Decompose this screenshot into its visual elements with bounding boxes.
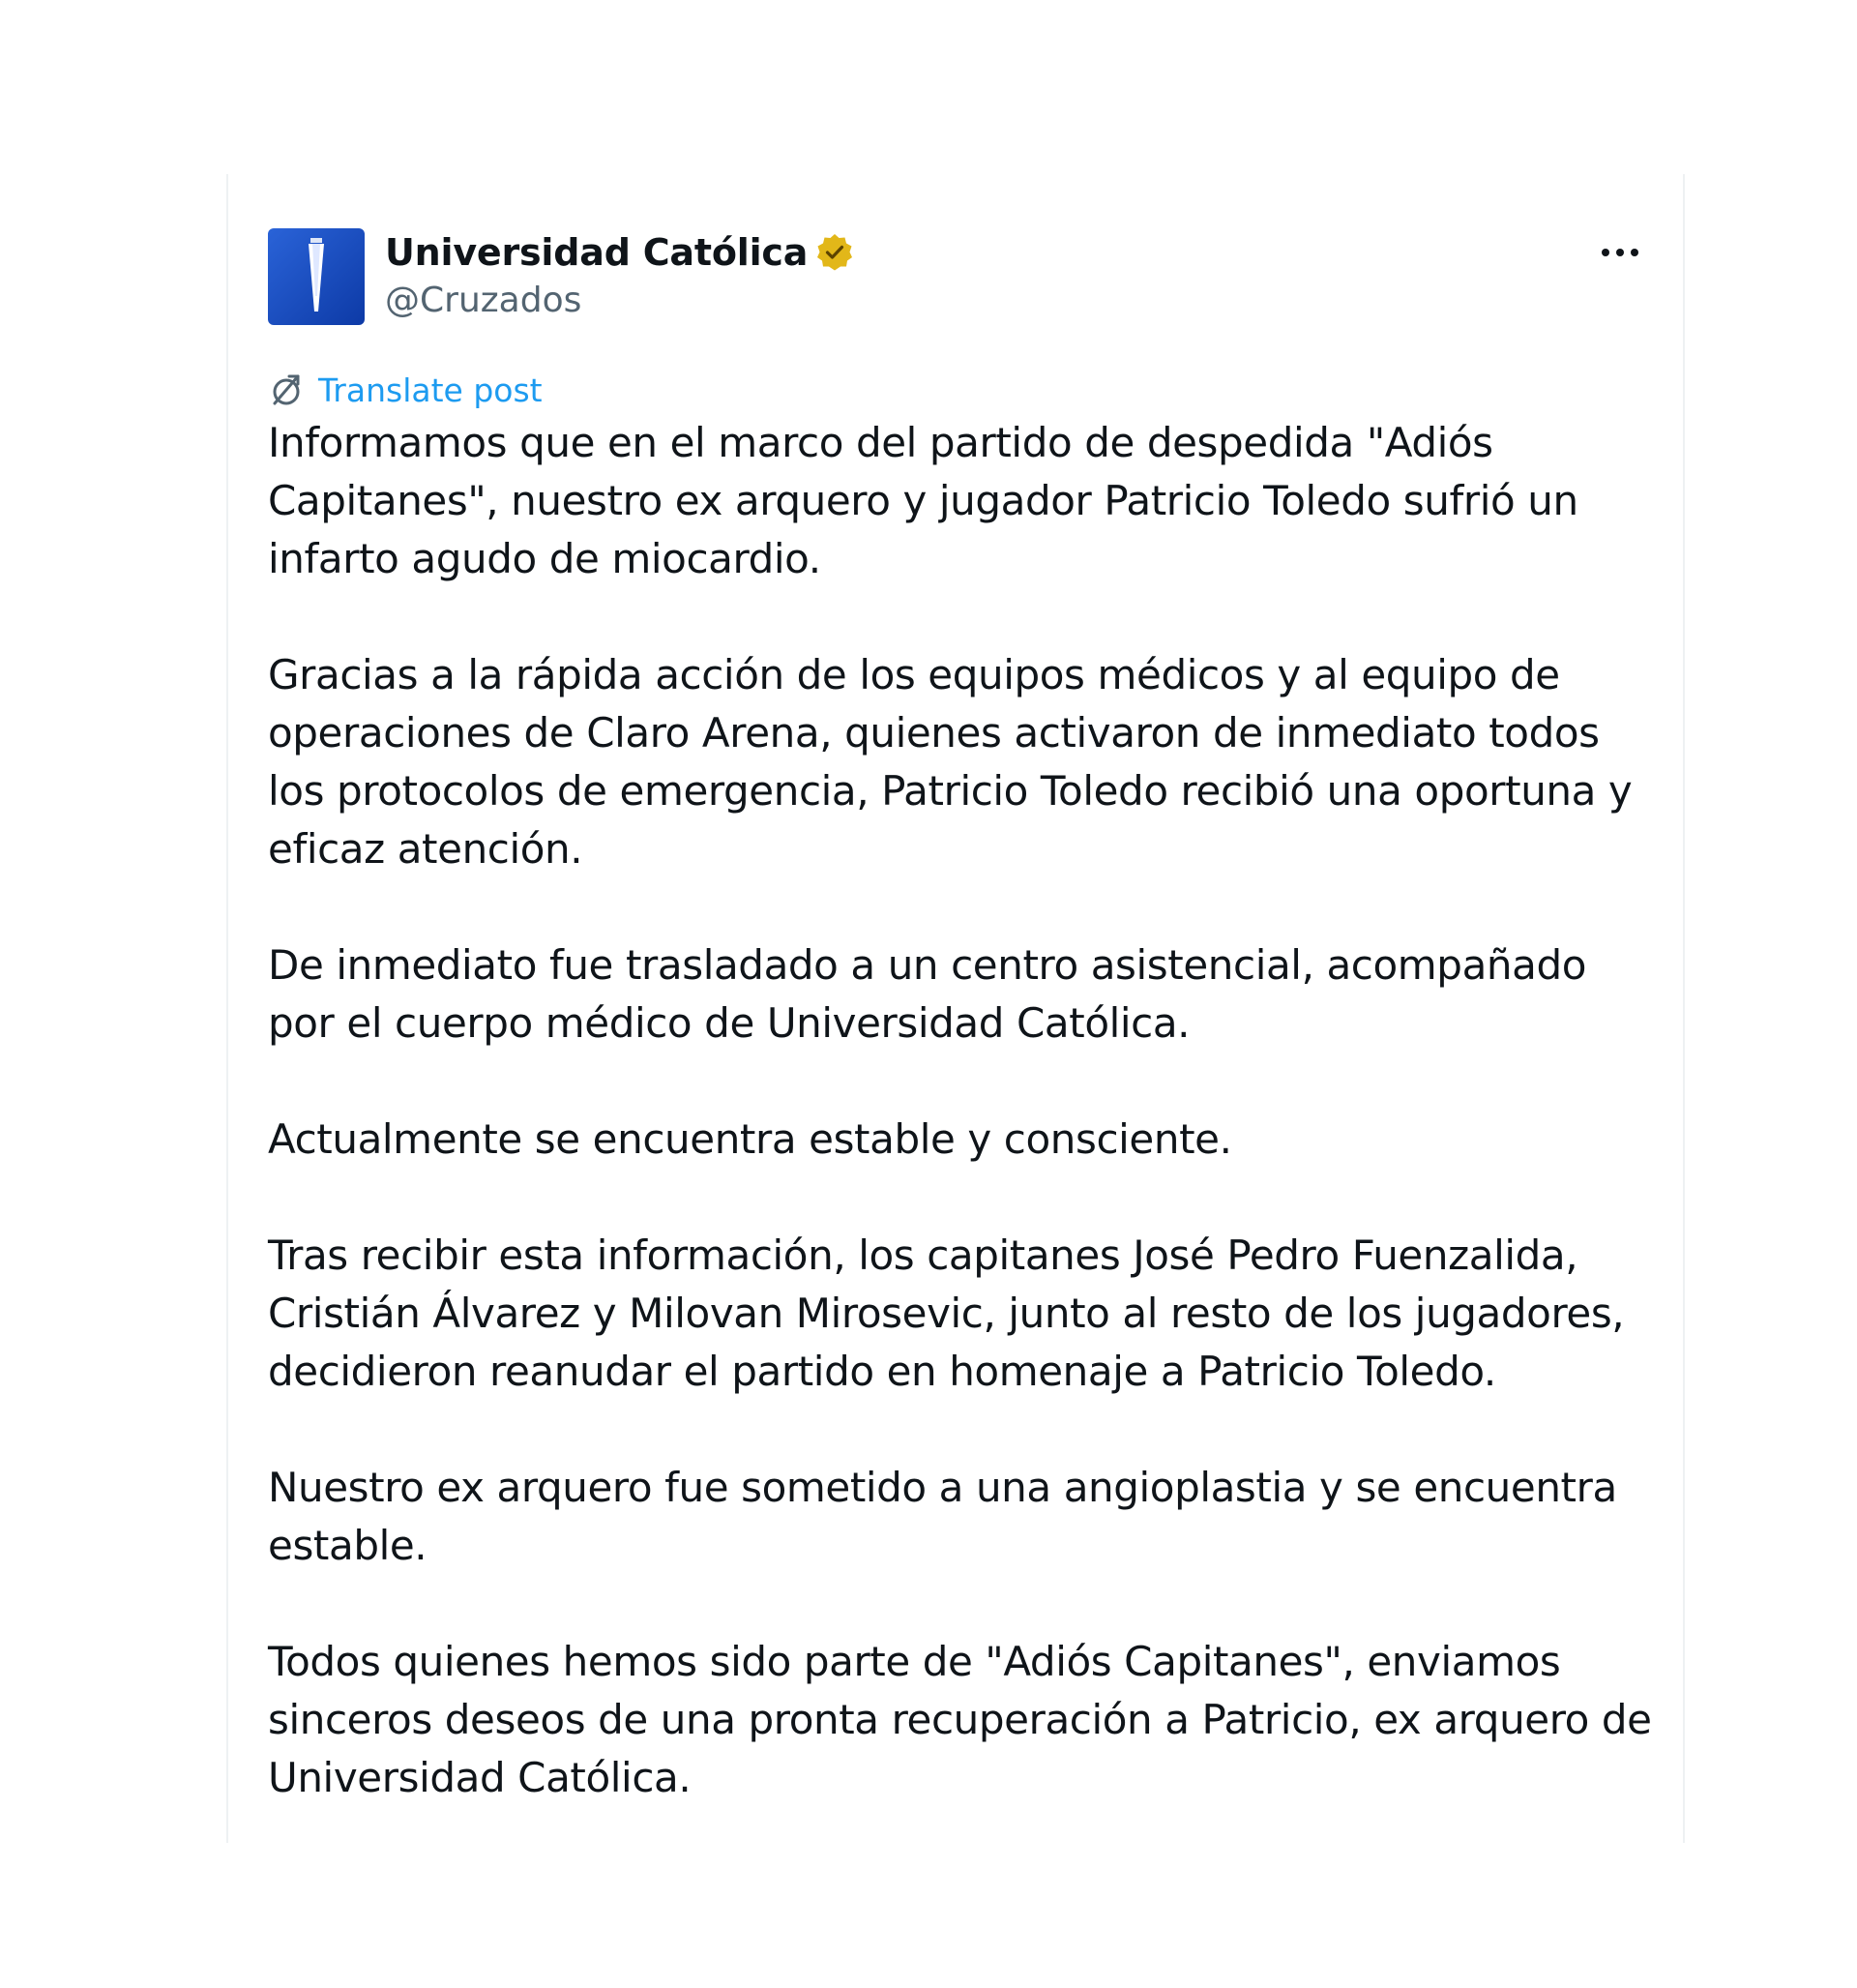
verified-badge-icon xyxy=(813,231,856,274)
post-card[interactable] xyxy=(226,174,1685,1843)
post-paragraph: Tras recibir esta información, los capitanes José Pedro Fuenzalida, Cristián Álvarez y Milovan Mirosevic, junto al resto de los jugadores, decidieron reanudar el partido en homenaje a Patricio Toledo. xyxy=(268,1231,1625,1395)
more-options-icon[interactable] xyxy=(1598,240,1642,265)
post-paragraph: Nuestro ex arquero fue sometido a una angioplastia y se encuentra estable. xyxy=(268,1464,1617,1569)
post-paragraph: Gracias a la rápida acción de los equipos médicos y al equipo de operaciones de Claro Arena, quienes activaron de inmediato todos los protocolos de emergencia, Patricio Toledo recibió una oportuna y eficaz atención. xyxy=(268,651,1633,873)
post-paragraph: Actualmente se encuentra estable y consciente. xyxy=(268,1115,1232,1163)
post-paragraph: De inmediato fue trasladado a un centro asistencial, acompañado por el cuerpo médico de Universidad Católica. xyxy=(268,941,1587,1047)
translate-icon xyxy=(268,371,305,408)
translate-post-link[interactable] xyxy=(268,366,543,414)
post-text xyxy=(268,414,1661,1807)
post-paragraph: Informamos que en el marco del partido de despedida "Adiós Capitanes", nuestro ex arquero y jugador Patricio Toledo sufrió un infarto agudo de miocardio. xyxy=(268,419,1578,582)
translate-post-label[interactable]: Translate post xyxy=(318,371,543,409)
author-info[interactable] xyxy=(385,228,856,325)
display-name[interactable]: Universidad Católica xyxy=(385,231,809,274)
university-crest-logo xyxy=(268,228,365,325)
handle[interactable]: @Cruzados xyxy=(385,281,582,320)
avatar[interactable] xyxy=(268,228,365,325)
post-paragraph: Todos quienes hemos sido parte de "Adiós Capitanes", enviamos sinceros deseos de una pronta recuperación a Patricio, ex arquero de Universidad Católica. xyxy=(268,1638,1652,1801)
